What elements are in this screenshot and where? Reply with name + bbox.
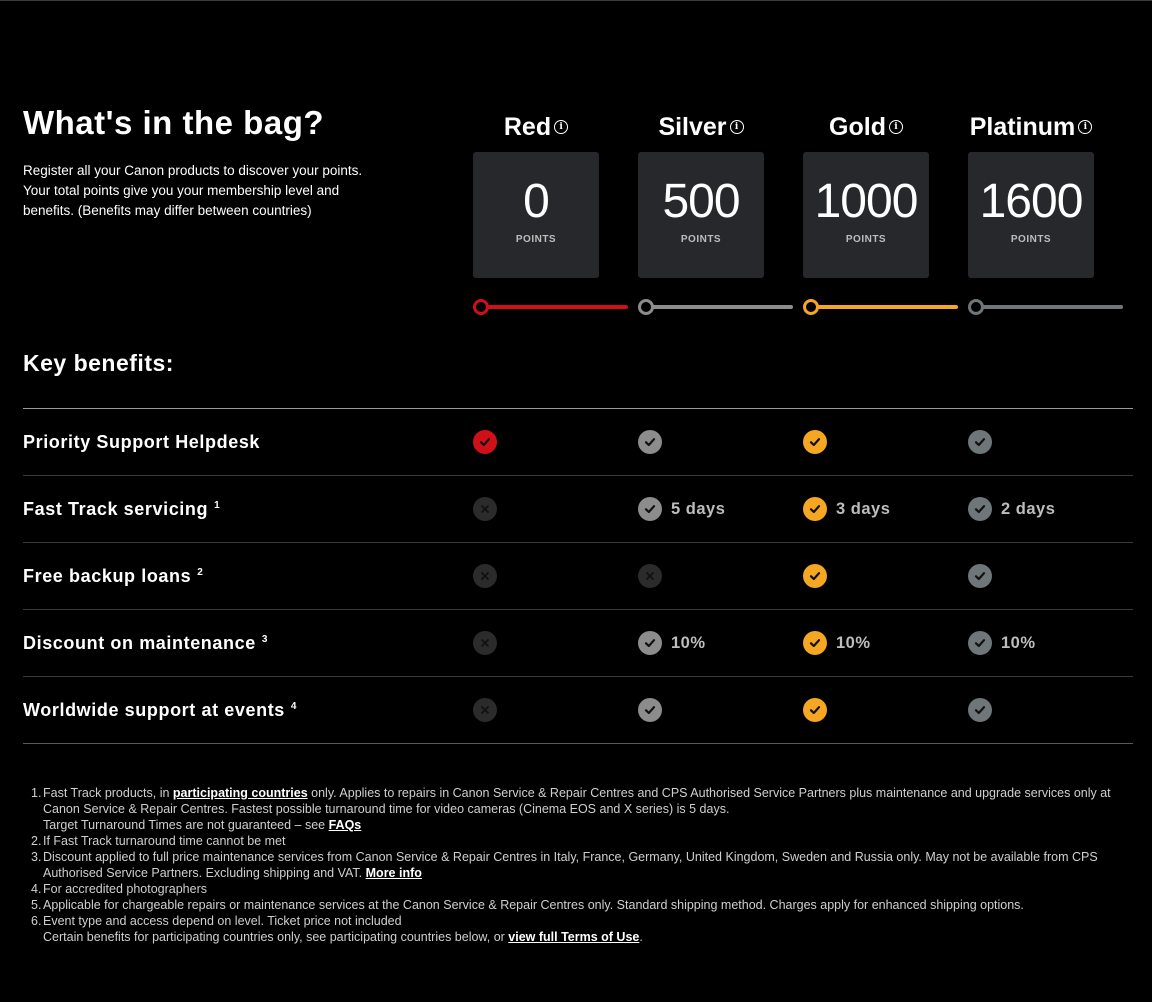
top-divider bbox=[0, 0, 1152, 1]
points-box-silver bbox=[638, 152, 764, 278]
tier-name-label: Red bbox=[503, 112, 552, 141]
footnote-3 bbox=[31, 849, 1123, 881]
tier-red bbox=[473, 110, 599, 245]
check-icon bbox=[473, 430, 497, 454]
benefit-row bbox=[23, 677, 1133, 744]
points-label: POINTS bbox=[845, 234, 887, 245]
benefit-cell bbox=[473, 610, 497, 676]
benefit-cell bbox=[968, 610, 1036, 676]
participating-countries-link[interactable]: participating countries bbox=[172, 786, 308, 800]
benefit-value: 10% bbox=[671, 633, 706, 652]
points-value: 500 bbox=[662, 175, 740, 228]
benefit-row bbox=[23, 409, 1133, 476]
footnote-6 bbox=[31, 913, 1123, 945]
tier-bar-gold bbox=[803, 299, 958, 315]
tier-bar-platinum bbox=[968, 299, 1123, 315]
footnote-text: Certain benefits for participating countries only, see participating countries below, or bbox=[43, 930, 509, 944]
points-box-red bbox=[473, 152, 599, 278]
footnote-number: 3. bbox=[31, 850, 42, 864]
check-icon bbox=[968, 497, 992, 521]
benefit-cell bbox=[803, 610, 871, 676]
benefit-cell bbox=[803, 677, 827, 743]
benefit-cell bbox=[968, 476, 1055, 542]
more-info-link[interactable]: More info bbox=[365, 866, 422, 880]
check-icon bbox=[968, 631, 992, 655]
check-icon bbox=[803, 698, 827, 722]
cross-icon bbox=[473, 497, 497, 521]
footnote-text: For accredited photographers bbox=[43, 882, 207, 896]
check-icon bbox=[968, 564, 992, 588]
benefit-cell bbox=[803, 409, 827, 475]
check-icon bbox=[803, 631, 827, 655]
footnote-1 bbox=[31, 785, 1123, 833]
benefit-value: 10% bbox=[1001, 633, 1036, 652]
footnote-4 bbox=[31, 881, 1123, 897]
check-icon bbox=[638, 430, 662, 454]
tier-name-red bbox=[473, 110, 599, 144]
footnote-number: 5. bbox=[31, 898, 42, 912]
tier-name-label: Gold bbox=[829, 112, 886, 141]
points-value: 0 bbox=[523, 175, 549, 228]
benefit-label bbox=[23, 610, 268, 676]
benefit-cell bbox=[803, 476, 890, 542]
benefit-label-text: Priority Support Helpdesk bbox=[23, 431, 261, 452]
benefit-value: 5 days bbox=[671, 499, 726, 518]
points-value: 1000 bbox=[814, 175, 918, 228]
points-label: POINTS bbox=[1010, 234, 1052, 245]
points-value: 1600 bbox=[979, 175, 1083, 228]
terms-of-use-link[interactable]: view full Terms of Use bbox=[508, 930, 640, 944]
info-icon[interactable]: i bbox=[1078, 120, 1092, 134]
tier-name-gold bbox=[803, 110, 929, 144]
benefit-cell bbox=[473, 543, 497, 609]
benefit-label-text: Free backup loans bbox=[23, 565, 192, 586]
check-icon bbox=[803, 497, 827, 521]
check-icon bbox=[803, 564, 827, 588]
footnote-ref: 4 bbox=[290, 700, 298, 712]
tier-name-platinum bbox=[968, 110, 1094, 144]
footnote-number: 2. bbox=[31, 834, 42, 848]
check-icon bbox=[638, 631, 662, 655]
benefit-row bbox=[23, 476, 1133, 543]
benefit-value: 3 days bbox=[836, 499, 891, 518]
info-icon[interactable]: i bbox=[730, 120, 744, 134]
footnotes bbox=[31, 785, 1123, 945]
benefit-label-text: Worldwide support at events bbox=[23, 699, 285, 720]
tier-silver bbox=[638, 110, 764, 245]
points-box-gold bbox=[803, 152, 929, 278]
check-icon bbox=[968, 698, 992, 722]
benefit-cell bbox=[803, 543, 827, 609]
benefit-label bbox=[23, 677, 297, 743]
tier-bar-line bbox=[817, 305, 958, 309]
benefit-cell bbox=[638, 476, 725, 542]
check-icon bbox=[638, 497, 662, 521]
benefit-label bbox=[23, 476, 220, 542]
footnote-text: . bbox=[639, 930, 643, 944]
tier-platinum bbox=[968, 110, 1094, 245]
footnote-text: If Fast Track turnaround time cannot be met bbox=[43, 834, 286, 848]
benefit-cell bbox=[638, 677, 662, 743]
points-label: POINTS bbox=[680, 234, 722, 245]
benefit-cell bbox=[638, 409, 662, 475]
tier-name-label: Silver bbox=[658, 112, 727, 141]
benefit-cell bbox=[968, 543, 992, 609]
key-benefits-title: Key benefits: bbox=[23, 350, 174, 376]
benefit-value: 2 days bbox=[1001, 499, 1056, 518]
benefit-value: 10% bbox=[836, 633, 871, 652]
check-icon bbox=[968, 430, 992, 454]
footnote-ref: 2 bbox=[197, 566, 204, 578]
benefits-table bbox=[23, 408, 1133, 744]
benefit-row bbox=[23, 610, 1133, 677]
benefit-cell bbox=[638, 610, 706, 676]
benefit-label bbox=[23, 409, 260, 475]
cross-icon bbox=[473, 631, 497, 655]
tier-bar-red bbox=[473, 299, 628, 315]
footnote-number: 4. bbox=[31, 882, 42, 896]
footnote-ref: 1 bbox=[214, 499, 221, 511]
info-icon[interactable]: i bbox=[554, 120, 568, 134]
benefit-row bbox=[23, 543, 1133, 610]
check-icon bbox=[638, 698, 662, 722]
cross-icon bbox=[638, 564, 662, 588]
footnote-text: Fast Track products, in bbox=[43, 786, 173, 800]
benefit-cell bbox=[638, 543, 662, 609]
tier-bar-line bbox=[487, 305, 628, 309]
footnote-text: Event type and access depend on level. Ticket price not included bbox=[43, 914, 402, 928]
footnote-number: 1. bbox=[31, 786, 42, 800]
benefit-label bbox=[23, 543, 203, 609]
footnote-ref: 3 bbox=[261, 633, 269, 645]
benefit-cell bbox=[968, 677, 992, 743]
footnote-text: Target Turnaround Times are not guaranteed – see bbox=[43, 818, 329, 832]
points-box-platinum bbox=[968, 152, 1094, 278]
footnote-2 bbox=[31, 833, 1123, 849]
benefit-label-text: Discount on maintenance bbox=[23, 632, 256, 653]
page-title: What's in the bag? bbox=[23, 104, 325, 141]
footnote-5 bbox=[31, 897, 1123, 913]
benefit-cell bbox=[473, 409, 497, 475]
footnote-text: only. Applies to repairs in Canon Service & Repair Centres and CPS Authorised Service Partners plus maintenance and upgrade services only at Canon Service & Repair Centres. Fastest possible turnaround time for video cameras (Cinema EOS and X series) is 5 days. bbox=[43, 786, 1111, 816]
intro-description: Register all your Canon products to discover your points. Your total points give you your membership level and benefits. (Benefits may differ between countries) bbox=[23, 163, 363, 218]
benefit-cell bbox=[473, 677, 497, 743]
tier-gold bbox=[803, 110, 929, 245]
cross-icon bbox=[473, 564, 497, 588]
info-icon[interactable]: i bbox=[889, 120, 903, 134]
footnote-text: Discount applied to full price maintenance services from Canon Service & Repair Centres in Italy, France, Germany, United Kingdom, Sweden and Russia only. May not be available from CPS Authorised Service Partners. Excluding shipping and VAT. bbox=[43, 850, 1098, 880]
tier-bar-silver bbox=[638, 299, 793, 315]
benefit-cell bbox=[473, 476, 497, 542]
check-icon bbox=[803, 430, 827, 454]
footnote-number: 6. bbox=[31, 914, 42, 928]
benefit-cell bbox=[968, 409, 992, 475]
cross-icon bbox=[473, 698, 497, 722]
points-label: POINTS bbox=[515, 234, 557, 245]
tier-name-label: Platinum bbox=[969, 112, 1076, 141]
benefit-label-text: Fast Track servicing bbox=[23, 498, 209, 519]
tier-bar-line bbox=[652, 305, 793, 309]
faqs-link[interactable]: FAQs bbox=[328, 818, 362, 832]
tier-bar-line bbox=[982, 305, 1123, 309]
footnote-text: Applicable for chargeable repairs or maintenance services at the Canon Service & Repair Centres only. Standard shipping method. Charges apply for enhanced shipping options. bbox=[43, 898, 1024, 912]
tier-name-silver bbox=[638, 110, 764, 144]
